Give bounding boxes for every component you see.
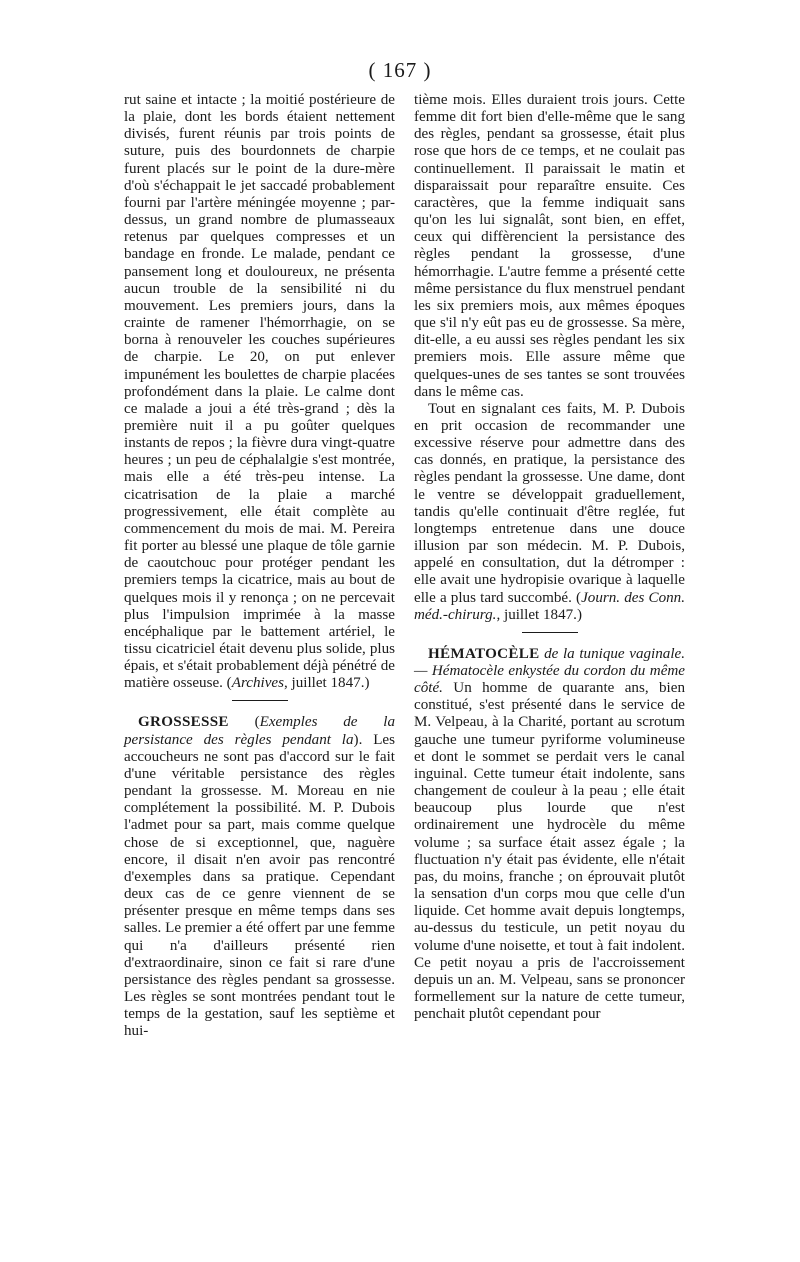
right-column: [414, 92, 685, 1023]
source-citation: Journ. des Conn. méd.-chirurg.: [414, 589, 685, 623]
section-divider: [522, 632, 578, 633]
case-report-paragraph: [124, 92, 395, 692]
case-report-text: rut saine et intacte ; la moitié postérieure de la plaie, dont les bords étaient nettement divisés, furent réunis par trois points de suture, puis des bourdonnets de charpie furent placés sur le point de la dure-mère d'où s'échappait le jet saccadé probablement fourni par l'artère méningée moyenne ; par-dessus, un grand nombre de plumasseaux retenus par quelques compresses et un bandage en fronde. Le malade, pendant ce pansement long et douloureux, ne présenta aucun trouble de la sensibilité ni du mouvement. Les premiers jours, dans la crainte de ramener l'hémorrhagie, on se borna à renouveler les couches supérieures de charpie. Le 20, on put enlever impunément les boulettes de charpie placées profondément dans la plaie. Le calme dont ce malade a joui a été très-grand ; dès la première nuit il a pu goûter quelques instants de repos ; la fièvre dura vingt-quatre heures ; un peu de céphalalgie s'est montrée, mais elle a été très-peu intense. La cicatrisation de la plaie a marché progressivement, elle était complète au commencement du mois de mai. M. Pereira fit porter au blessé une plaque de tôle garnie de caoutchouc pour protéger pendant les premiers temps la cicatrice, mais au bout de quelques mois il y renonça ; on ne percevait plus l'impulsion imprimée à la masse encéphalique par le battement artériel, le tissu cicatriciel était devenu plus solide, plus épais, et s'était probablement déjà pénétré de matière osseuse. (: [124, 92, 395, 692]
paren-open: (: [228, 714, 260, 731]
article-subtitle-hematocele: de la tunique vaginale. — Hématocèle enkystée du cordon du même côté.: [414, 645, 685, 697]
source-citation: Archives: [231, 675, 284, 692]
citation-date: , juillet 1847.): [283, 675, 370, 692]
grossesse-article: [124, 714, 395, 1040]
section-divider: [232, 700, 288, 701]
continued-paragraph: tième mois. Elles duraient trois jours. Cette femme dit fort bien d'elle-même que le sang des règles, pendant sa grossesse, était plus rose que hors de ce temps, et ne coulait pas continuellement. Il paraissait le matin et disparaissait pour reparaître ensuite. Ces caractères, que la femme indiquait sans qu'on les lui signalât, sont bien, en effet, ceux qui diffèrencient la persistance des règles pendant la grossesse, d'une hémorrhagie. L'autre femme a présenté cette même persistance du flux menstruel pendant les six premiers mois, aux mêmes époques que s'il n'y eût pas eu de grossesse. Sa mère, dit-elle, a eu aussi ses règles pendant les six premiers mois. Elle assure même que quelques-unes de ses tantes se sont trouvées dans le même cas.: [414, 92, 685, 400]
citation-date: , juillet 1847.): [496, 606, 582, 623]
article-heading-grossesse: GROSSESSE: [138, 714, 229, 731]
page-number: ( 167 ): [368, 58, 432, 82]
article-body-grossesse: ). Les accoucheurs ne sont pas d'accord sur le fait d'une véritable persistance des règles pendant la grossesse. M. Moreau en nie complétement la possibilité. M. P. Dubois l'admet pour sa part, mais comme quelque chose de si exceptionnel, que, naguère encore, il disait n'en avoir pas rencontré d'exemples dans sa pratique. Cependant deux cas de ce genre viennent de se présenter presque en même temps dans ses salles. Le premier a été offert par une femme qui n'a d'ailleurs présenté rien d'extraordinaire, sinon ce fait si rare d'une persistance des règles pendant sa grossesse. Les règles se sont montrées pendant tout le temps de la gestation, sauf les septième et hui-: [124, 731, 395, 1040]
dubois-text: Tout en signalant ces faits, M. P. Dubois en prit occasion de recommander une excessive réserve pour admettre dans des cas donnés, en pratique, la persistance des règles pendant la grossesse. Une dame, dont le ventre se développait graduellement, tandis qu'elle continuait d'être reglée, fut longtemps entretenue dans une douce illusion par son médecin. M. P. Dubois, appelé en consultation, dut la détromper : elle avait une hydropisie ovarique à laquelle elle a plus tard succombé. (: [414, 400, 685, 606]
dubois-paragraph: [414, 401, 685, 624]
article-body-hematocele: Un homme de quarante ans, bien constitué, s'est présenté dans le service de M. Velpeau, à la Charité, portant au scrotum gauche une tumeur pyriforme volumineuse et dont le sommet se perdait vers le canal inguinal. Cette tumeur était indolente, sans changement de couleur à la peau ; elle était beaucoup plus lourde que n'est ordinairement une hydrocèle du même volume ; sa surface était assez égale ; la fluctuation n'y était pas évidente, elle n'était pas, du moins, franche ; on éprouvait plutôt la sensation d'un corps mou que celle d'un liquide. Cet homme avait depuis longtemps, au-dessus du testicule, un petit noyau du volume d'une noisette, et tout à fait indolent. Ce petit noyau a pris de l'accroissement depuis un an. M. Velpeau, sans se prononcer formellement sur la nature de cette tumeur, penchait plutôt cependant pour: [414, 680, 685, 1023]
left-column: [124, 92, 395, 1040]
hematocele-article: [414, 646, 685, 1023]
article-heading-hematocele: HÉMATOCÈLE: [428, 645, 540, 662]
article-subtitle-grossesse: Exemples de la persistance des règles pendant la: [124, 714, 395, 748]
